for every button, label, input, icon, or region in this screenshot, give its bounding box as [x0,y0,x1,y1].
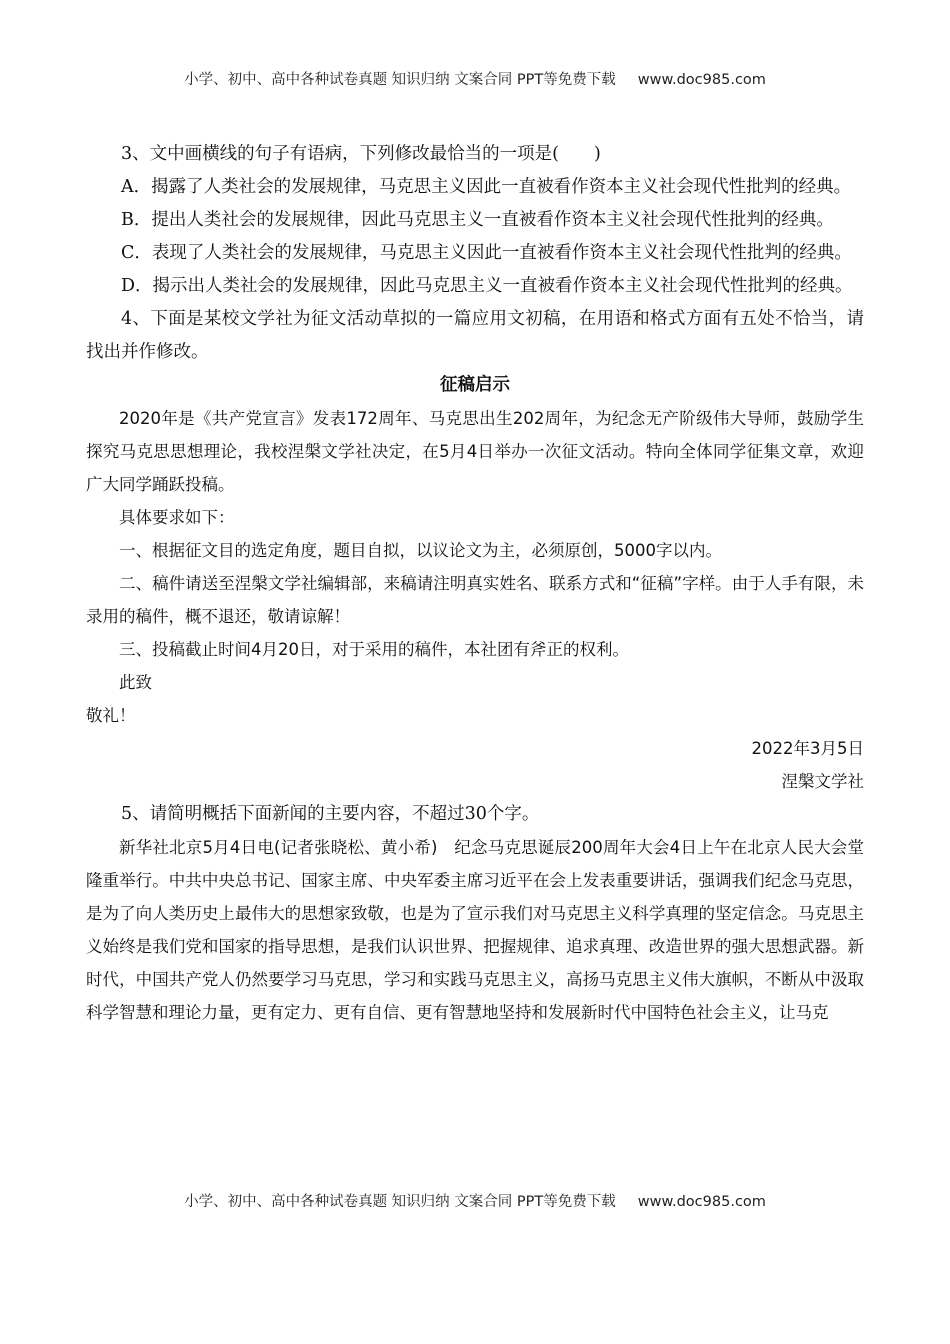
notice-item-2: 二、稿件请送至涅槃文学社编辑部，来稿请注明真实姓名、联系方式和“征稿”字样。由于人手有限，未录用的稿件，概不退还，敬请谅解！ [86,574,864,626]
header-url[interactable]: www.doc985.com [637,72,766,88]
notice-item-3: 三、投稿截止时间4月20日，对于采用的稿件，本社团有斧正的权利。 [119,640,629,659]
q3-option-b: B．提出人类社会的发展规律，因此马克思主义一直被看作资本主义社会现代性批判的经典。 [121,210,834,230]
q3-option-c: C．表现了人类社会的发展规律，马克思主义因此一直被看作资本主义社会现代性批判的经典。 [121,243,852,263]
notice-item-1: 一、根据征文目的选定角度，题目自拟，以议论文为主，必须原创，5000字以内。 [119,541,722,560]
q4-stem: 4、下面是某校文学社为征文活动草拟的一篇应用文初稿，在用语和格式方面有五处不恰当，请找出并作修改。 [86,309,864,362]
q3-option-d: D．揭示出人类社会的发展规律，因此马克思主义一直被看作资本主义社会现代性批判的经典。 [121,276,853,296]
notice-title: 征稿启示 [440,375,510,395]
notice-date: 2022年3月5日 [751,739,864,758]
notice-closing-1: 此致 [119,673,152,692]
q3-option-a: A．揭露了人类社会的发展规律，马克思主义因此一直被看作资本主义社会现代性批判的经典。 [121,177,852,197]
notice-intro: 2020年是《共产党宣言》发表172周年、马克思出生202周年，为纪念无产阶级伟大导师，鼓励学生探究马克思思想理论，我校涅槃文学社决定，在5月4日举办一次征文活动。特向全体同学征集文章，欢迎广大同学踊跃投稿。 [86,409,864,494]
page-header [0,68,950,89]
q5-stem: 5、请简明概括下面新闻的主要内容，不超过30个字。 [121,804,540,824]
document-body [86,138,864,1029]
footer-url[interactable]: www.doc985.com [637,1194,766,1210]
notice-closing-2: 敬礼！ [86,706,136,725]
notice-signature: 涅槃文学社 [781,772,864,791]
q3-stem: 3、文中画横线的句子有语病，下列修改最恰当的一项是( ) [121,144,601,164]
q5-news: 新华社北京5月4日电(记者张晓松、黄小希) 纪念马克思诞辰200周年大会4日上午在北京人民大会堂隆重举行。中共中央总书记、国家主席、中央军委主席习近平在会上发表重要讲话，强调我们纪念马克思，是为了向人类历史上最伟大的思想家致敬，也是为了宣示我们对马克思主义科学真理的坚定信念。马克思主义始终是我们党和国家的指导思想，是我们认识世界、把握规律、追求真理、改造世界的强大思想武器。新时代，中国共产党人仍然要学习马克思，学习和实践马克思主义，高扬马克思主义伟大旗帜，不断从中汲取科学智慧和理论力量，更有定力、更有自信、更有智慧地坚持和发展新时代中国特色社会主义，让马克 [86,838,864,1022]
notice-req-heading: 具体要求如下： [119,508,235,527]
footer-text: 小学、初中、高中各种试卷真题 知识归纳 文案合同 PPT等免费下载 [184,1194,616,1210]
header-text: 小学、初中、高中各种试卷真题 知识归纳 文案合同 PPT等免费下载 [184,72,616,88]
page-footer [0,1190,950,1211]
